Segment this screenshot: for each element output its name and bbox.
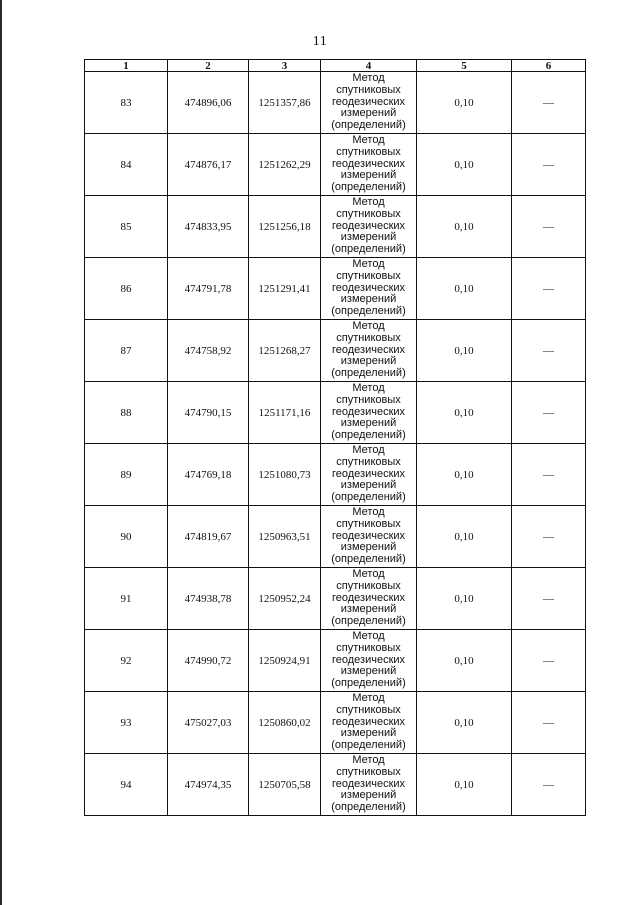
- column-header: 4: [321, 60, 417, 72]
- method-cell: [321, 568, 417, 630]
- note-cell: —: [512, 196, 586, 258]
- method-line: измерений: [340, 293, 397, 306]
- y-coordinate-cell: 1251171,16: [249, 382, 321, 444]
- method-line: (определений): [331, 615, 406, 628]
- method-line: Метод: [352, 568, 385, 580]
- method-line: измерений: [340, 665, 397, 678]
- method-line: (определений): [331, 119, 406, 132]
- accuracy-cell: 0,10: [417, 692, 512, 754]
- note-cell: —: [512, 630, 586, 692]
- point-number-cell: 90: [85, 506, 168, 568]
- method-line: (определений): [331, 367, 406, 380]
- x-coordinate-cell: 474974,35: [168, 754, 249, 816]
- y-coordinate-cell: 1250860,02: [249, 692, 321, 754]
- accuracy-cell: 0,10: [417, 382, 512, 444]
- column-header: 1: [85, 60, 168, 72]
- x-coordinate-cell: 474758,92: [168, 320, 249, 382]
- x-coordinate-cell: 474791,78: [168, 258, 249, 320]
- method-line: измерений: [340, 479, 397, 492]
- table-row: [85, 444, 586, 506]
- x-coordinate-cell: 475027,03: [168, 692, 249, 754]
- method-line: спутниковых: [336, 579, 401, 592]
- method-line: измерений: [340, 231, 397, 244]
- note-cell: —: [512, 382, 586, 444]
- method-line: (определений): [331, 491, 406, 504]
- method-line: спутниковых: [336, 145, 401, 158]
- table-row: [85, 134, 586, 196]
- method-line: Метод: [352, 444, 385, 456]
- y-coordinate-cell: 1251256,18: [249, 196, 321, 258]
- table-row: [85, 568, 586, 630]
- accuracy-cell: 0,10: [417, 320, 512, 382]
- method-line: Метод: [352, 692, 385, 704]
- table-row: [85, 320, 586, 382]
- method-line: спутниковых: [336, 207, 401, 220]
- y-coordinate-cell: 1251262,29: [249, 134, 321, 196]
- method-line: измерений: [340, 603, 397, 616]
- note-cell: —: [512, 134, 586, 196]
- method-cell: [321, 444, 417, 506]
- note-cell: —: [512, 320, 586, 382]
- method-cell: [321, 196, 417, 258]
- method-cell: [321, 72, 417, 134]
- method-cell: [321, 630, 417, 692]
- method-cell: [321, 506, 417, 568]
- accuracy-cell: 0,10: [417, 630, 512, 692]
- method-line: геодезических: [331, 157, 406, 170]
- method-line: геодезических: [331, 777, 406, 790]
- column-header: 6: [512, 60, 586, 72]
- method-line: Метод: [352, 196, 385, 208]
- column-header: 5: [417, 60, 512, 72]
- x-coordinate-cell: 474833,95: [168, 196, 249, 258]
- y-coordinate-cell: 1251268,27: [249, 320, 321, 382]
- method-line: (определений): [331, 181, 406, 194]
- scan-edge: [0, 0, 2, 905]
- method-line: спутниковых: [336, 269, 401, 282]
- note-cell: —: [512, 72, 586, 134]
- point-number-cell: 83: [85, 72, 168, 134]
- accuracy-cell: 0,10: [417, 506, 512, 568]
- method-line: геодезических: [331, 219, 406, 232]
- point-number-cell: 85: [85, 196, 168, 258]
- point-number-cell: 84: [85, 134, 168, 196]
- x-coordinate-cell: 474938,78: [168, 568, 249, 630]
- method-line: Метод: [352, 630, 385, 642]
- x-coordinate-cell: 474769,18: [168, 444, 249, 506]
- method-line: геодезических: [331, 281, 406, 294]
- accuracy-cell: 0,10: [417, 134, 512, 196]
- column-header: 3: [249, 60, 321, 72]
- method-line: (определений): [331, 243, 406, 256]
- method-line: спутниковых: [336, 83, 401, 96]
- y-coordinate-cell: 1251291,41: [249, 258, 321, 320]
- method-line: геодезических: [331, 591, 406, 604]
- header-row: [85, 60, 586, 72]
- point-number-cell: 94: [85, 754, 168, 816]
- x-coordinate-cell: 474790,15: [168, 382, 249, 444]
- table-row: [85, 196, 586, 258]
- method-line: измерений: [340, 727, 397, 740]
- method-line: спутниковых: [336, 455, 401, 468]
- page-number: 11: [312, 34, 328, 49]
- table-row: [85, 692, 586, 754]
- point-number-cell: 88: [85, 382, 168, 444]
- method-line: (определений): [331, 801, 406, 814]
- method-line: (определений): [331, 739, 406, 752]
- y-coordinate-cell: 1251357,86: [249, 72, 321, 134]
- coordinates-table: [84, 59, 586, 816]
- point-number-cell: 91: [85, 568, 168, 630]
- method-line: (определений): [331, 429, 406, 442]
- method-line: измерений: [340, 107, 397, 120]
- table-row: [85, 506, 586, 568]
- point-number-cell: 86: [85, 258, 168, 320]
- accuracy-cell: 0,10: [417, 754, 512, 816]
- y-coordinate-cell: 1250924,91: [249, 630, 321, 692]
- accuracy-cell: 0,10: [417, 258, 512, 320]
- method-line: Метод: [352, 382, 385, 394]
- note-cell: —: [512, 692, 586, 754]
- method-line: Метод: [352, 754, 385, 766]
- method-cell: [321, 258, 417, 320]
- column-header: 2: [168, 60, 249, 72]
- method-line: геодезических: [331, 467, 406, 480]
- note-cell: —: [512, 258, 586, 320]
- y-coordinate-cell: 1250963,51: [249, 506, 321, 568]
- point-number-cell: 87: [85, 320, 168, 382]
- table-row: [85, 258, 586, 320]
- method-line: измерений: [340, 541, 397, 554]
- accuracy-cell: 0,10: [417, 72, 512, 134]
- method-line: (определений): [331, 305, 406, 318]
- method-line: Метод: [352, 72, 385, 84]
- method-cell: [321, 382, 417, 444]
- method-line: Метод: [352, 320, 385, 332]
- table-row: [85, 630, 586, 692]
- y-coordinate-cell: 1250705,58: [249, 754, 321, 816]
- method-line: спутниковых: [336, 517, 401, 530]
- method-line: геодезических: [331, 715, 406, 728]
- method-cell: [321, 320, 417, 382]
- y-coordinate-cell: 1250952,24: [249, 568, 321, 630]
- x-coordinate-cell: 474896,06: [168, 72, 249, 134]
- accuracy-cell: 0,10: [417, 444, 512, 506]
- note-cell: —: [512, 754, 586, 816]
- accuracy-cell: 0,10: [417, 568, 512, 630]
- method-line: (определений): [331, 677, 406, 690]
- method-line: Метод: [352, 134, 385, 146]
- x-coordinate-cell: 474819,67: [168, 506, 249, 568]
- method-line: геодезических: [331, 405, 406, 418]
- method-line: спутниковых: [336, 393, 401, 406]
- method-line: геодезических: [331, 343, 406, 356]
- method-line: спутниковых: [336, 703, 401, 716]
- note-cell: —: [512, 568, 586, 630]
- table-row: [85, 382, 586, 444]
- method-line: геодезических: [331, 529, 406, 542]
- method-line: спутниковых: [336, 765, 401, 778]
- method-line: геодезических: [331, 653, 406, 666]
- method-line: измерений: [340, 789, 397, 802]
- method-line: спутниковых: [336, 331, 401, 344]
- x-coordinate-cell: 474990,72: [168, 630, 249, 692]
- point-number-cell: 92: [85, 630, 168, 692]
- method-line: (определений): [331, 553, 406, 566]
- accuracy-cell: 0,10: [417, 196, 512, 258]
- x-coordinate-cell: 474876,17: [168, 134, 249, 196]
- method-line: измерений: [340, 355, 397, 368]
- method-line: измерений: [340, 169, 397, 182]
- method-line: измерений: [340, 417, 397, 430]
- table-row: [85, 72, 586, 134]
- y-coordinate-cell: 1251080,73: [249, 444, 321, 506]
- method-cell: [321, 692, 417, 754]
- method-cell: [321, 754, 417, 816]
- method-line: Метод: [352, 506, 385, 518]
- method-line: спутниковых: [336, 641, 401, 654]
- note-cell: —: [512, 506, 586, 568]
- note-cell: —: [512, 444, 586, 506]
- table-row: [85, 754, 586, 816]
- point-number-cell: 89: [85, 444, 168, 506]
- point-number-cell: 93: [85, 692, 168, 754]
- method-line: геодезических: [331, 95, 406, 108]
- method-line: Метод: [352, 258, 385, 270]
- method-cell: [321, 134, 417, 196]
